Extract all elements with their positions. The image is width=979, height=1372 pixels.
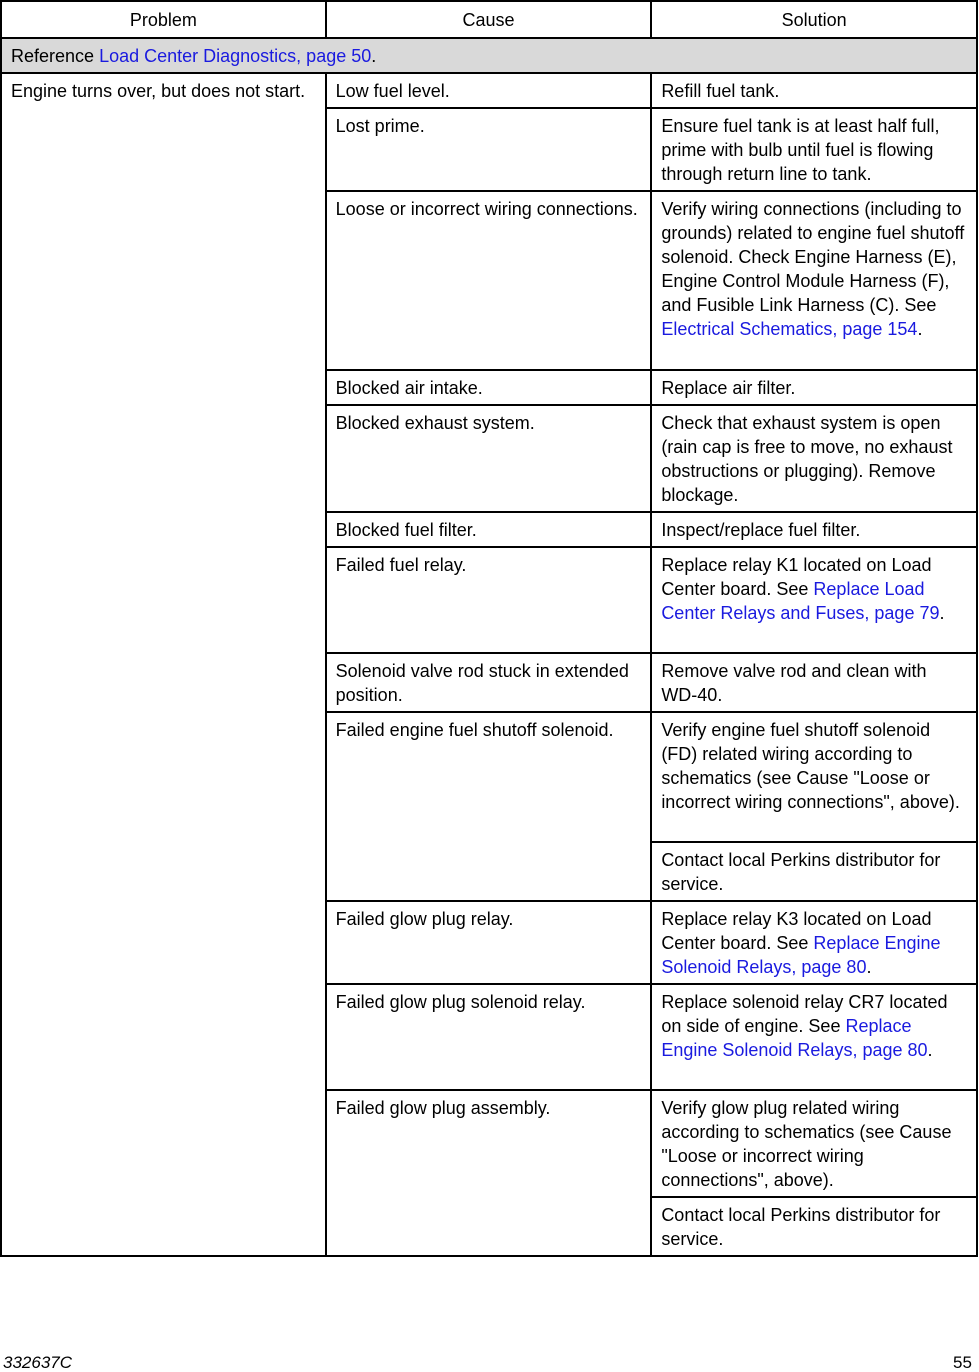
solution-cell (651, 984, 977, 1090)
solution-cell: Check that exhaust system is open (rain cap is free to move, no exhaust obstructions or plugging). Remove blockage. (651, 405, 977, 512)
cause-cell: Failed glow plug solenoid relay. (326, 984, 652, 1090)
header-problem: Problem (1, 1, 326, 38)
doc-number: 332637C (3, 1353, 73, 1372)
cause-cell: Failed glow plug assembly. (326, 1090, 652, 1256)
cause-cell: Solenoid valve rod stuck in extended position. (326, 653, 652, 712)
reference-prefix: Reference (11, 46, 100, 66)
solution-cell: Refill fuel tank. (651, 73, 977, 108)
solution-end: . (927, 1040, 933, 1060)
solution-cell: Ensure fuel tank is at least half full, prime with bulb until fuel is flowing through return line to tank. (651, 108, 977, 191)
header-cause: Cause (326, 1, 652, 38)
solution-link[interactable]: Replace Load Center Relays and Fuses, page 79 (661, 579, 940, 623)
solution-cell: Contact local Perkins distributor for service. (651, 1197, 977, 1256)
solution-cell: Contact local Perkins distributor for service. (651, 842, 977, 901)
cause-cell: Blocked exhaust system. (326, 405, 652, 512)
cause-cell: Failed glow plug relay. (326, 901, 652, 984)
solution-end: . (939, 603, 945, 623)
solution-cell: Verify engine fuel shutoff solenoid (FD) related wiring according to schematics (see Cause "Loose or incorrect wiring connections", above). (651, 712, 977, 842)
solution-link[interactable]: Replace Engine Solenoid Relays, page 80 (661, 933, 941, 977)
solution-link[interactable]: Replace Engine Solenoid Relays, page 80 (661, 1016, 928, 1060)
cause-cell: Lost prime. (326, 108, 652, 191)
solution-cell (651, 547, 977, 653)
cause-cell: Failed engine fuel shutoff solenoid. (326, 712, 652, 901)
cause-cell: Blocked air intake. (326, 370, 652, 405)
solution-end: . (917, 319, 923, 339)
solution-cell: Replace air filter. (651, 370, 977, 405)
header-solution: Solution (651, 1, 977, 38)
page-number: 55 (953, 1353, 972, 1372)
solution-text: Replace relay K3 located on Load Center board. See (661, 909, 932, 953)
solution-text: Replace relay K1 located on Load Center board. See (661, 555, 932, 599)
cause-cell: Failed fuel relay. (326, 547, 652, 653)
reference-row (1, 38, 977, 73)
reference-link[interactable]: Load Center Diagnostics, page 50 (99, 46, 372, 66)
reference-suffix: . (371, 46, 377, 66)
cause-cell: Low fuel level. (326, 73, 652, 108)
table-row (1, 73, 977, 108)
solution-cell (651, 901, 977, 984)
solution-text: Verify wiring connections (including to grounds) related to engine fuel shutoff solenoid. Check Engine Harness (E), Engine Control Module Harness (F), and Fusible Link Harness (C). See (661, 199, 965, 315)
reference-cell (1, 38, 977, 73)
cause-cell: Loose or incorrect wiring connections. (326, 191, 652, 370)
problem-cell: Engine turns over, but does not start. (1, 73, 326, 1256)
solution-text: Replace solenoid relay CR7 located on side of engine. See (661, 992, 948, 1036)
solution-cell: Remove valve rod and clean with WD-40. (651, 653, 977, 712)
solution-end: . (866, 957, 872, 977)
solution-cell: Inspect/replace fuel filter. (651, 512, 977, 547)
header-row (1, 1, 977, 38)
cause-cell: Blocked fuel filter. (326, 512, 652, 547)
solution-link[interactable]: Electrical Schematics, page 154 (661, 319, 918, 339)
solution-cell: Verify glow plug related wiring according to schematics (see Cause "Loose or incorrect wiring connections", above). (651, 1090, 977, 1197)
solution-cell (651, 191, 977, 370)
